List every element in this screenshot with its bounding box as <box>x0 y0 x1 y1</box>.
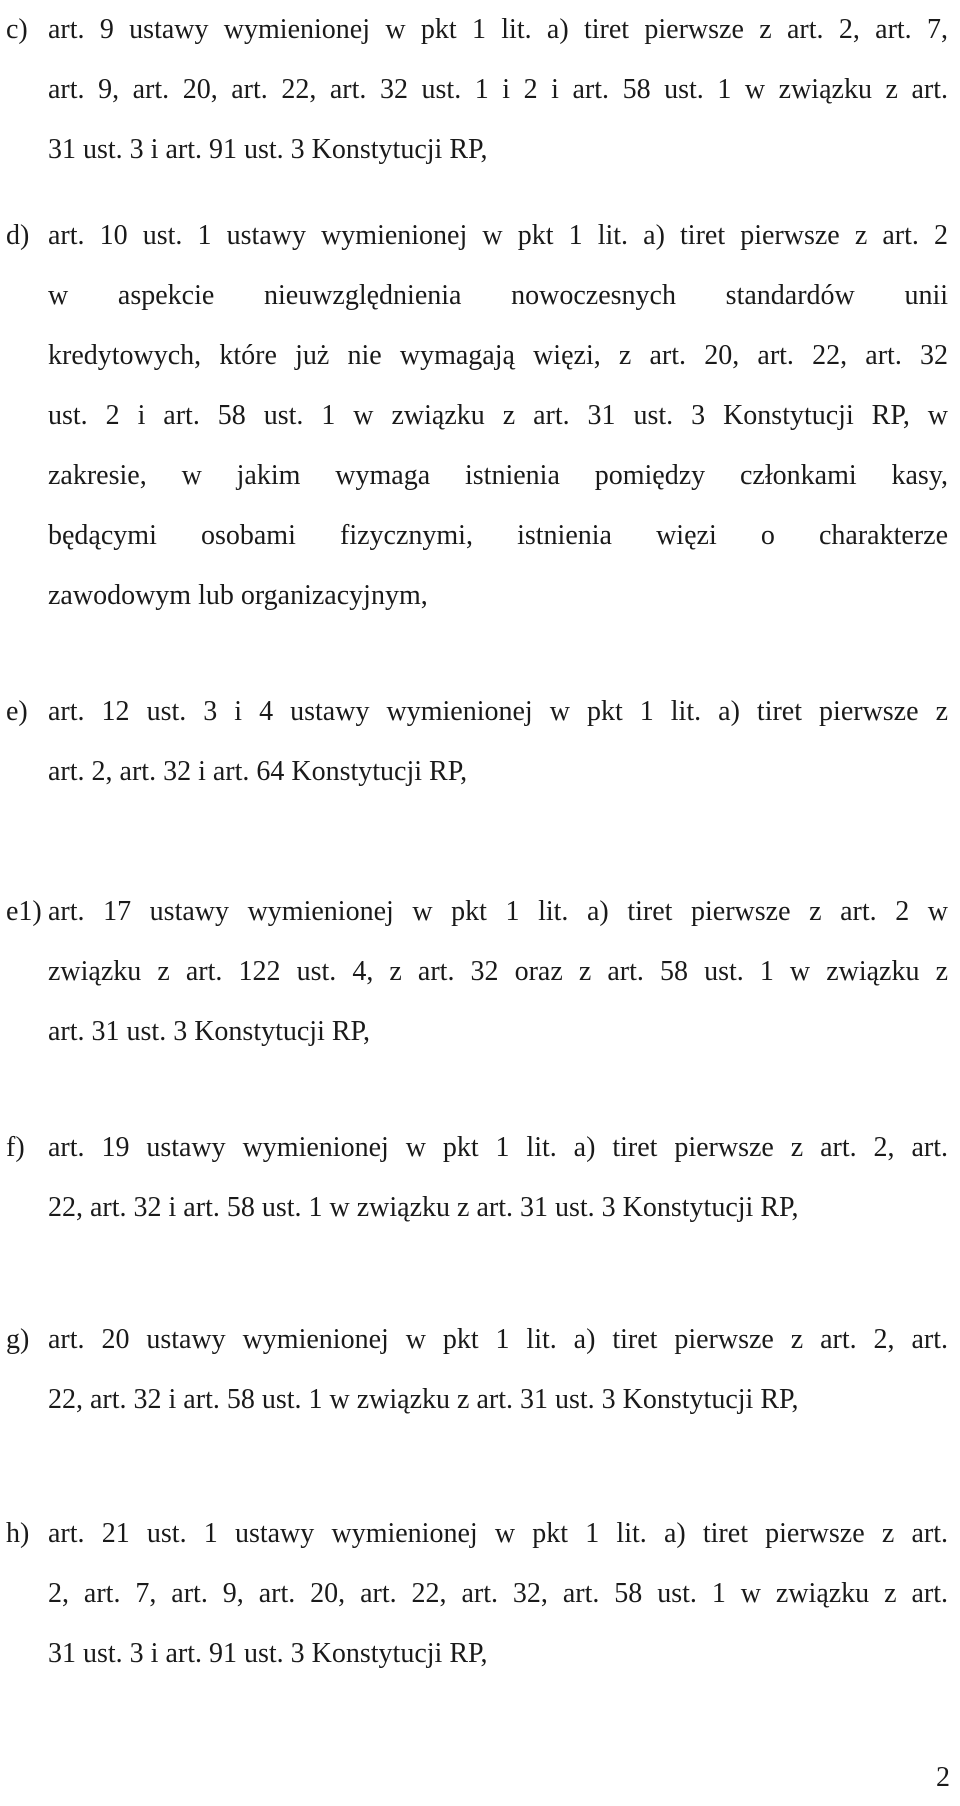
item-marker: f) <box>6 1132 25 1163</box>
item-marker: d) <box>6 220 30 251</box>
text-line: art. 21 ust. 1 ustawy wymienionej w pkt 1 lit. a) tiret pierwsze z art. <box>48 1518 948 1549</box>
text-line: zawodowym lub organizacyjnym, <box>48 580 428 611</box>
text-line: art. 9 ustawy wymienionej w pkt 1 lit. a) tiret pierwsze z art. 2, art. 7, <box>48 14 948 45</box>
item-text <box>48 1118 948 1238</box>
text-line: 22, art. 32 i art. 58 ust. 1 w związku z art. 31 ust. 3 Konstytucji RP, <box>48 1192 799 1223</box>
item-text <box>48 1504 948 1684</box>
item-marker: e1) <box>6 896 42 927</box>
text-line: 22, art. 32 i art. 58 ust. 1 w związku z art. 31 ust. 3 Konstytucji RP, <box>48 1384 799 1415</box>
text-line: art. 9, art. 20, art. 22, art. 32 ust. 1 i 2 i art. 58 ust. 1 w związku z art. <box>48 74 948 105</box>
text-line: zakresie, w jakim wymaga istnienia pomiędzy członkami kasy, <box>48 460 948 491</box>
item-marker: c) <box>6 14 28 45</box>
page-number: 2 <box>936 1762 950 1793</box>
text-line: art. 10 ust. 1 ustawy wymienionej w pkt 1 lit. a) tiret pierwsze z art. 2 <box>48 220 948 251</box>
item-text <box>48 0 948 180</box>
text-line: związku z art. 122 ust. 4, z art. 32 oraz z art. 58 ust. 1 w związku z <box>48 956 948 987</box>
item-text <box>48 1310 948 1430</box>
text-line: art. 2, art. 32 i art. 64 Konstytucji RP, <box>48 756 468 787</box>
item-marker: g) <box>6 1324 30 1355</box>
text-line: będącymi osobami fizycznymi, istnienia więzi o charakterze <box>48 520 948 551</box>
text-line: w aspekcie nieuwzględnienia nowoczesnych standardów unii <box>48 280 948 311</box>
item-marker: h) <box>6 1518 30 1549</box>
text-line: 2, art. 7, art. 9, art. 20, art. 22, art. 32, art. 58 ust. 1 w związku z art. <box>48 1578 948 1609</box>
item-text <box>48 882 948 1062</box>
text-line: 31 ust. 3 i art. 91 ust. 3 Konstytucji RP, <box>48 134 488 165</box>
item-text <box>48 206 948 626</box>
text-line: art. 12 ust. 3 i 4 ustawy wymienionej w pkt 1 lit. a) tiret pierwsze z <box>48 696 948 727</box>
text-line: art. 17 ustawy wymienionej w pkt 1 lit. a) tiret pierwsze z art. 2 w <box>48 896 948 927</box>
text-line: 31 ust. 3 i art. 91 ust. 3 Konstytucji RP, <box>48 1638 488 1669</box>
text-line: kredytowych, które już nie wymagają więzi, z art. 20, art. 22, art. 32 <box>48 340 948 371</box>
text-line: ust. 2 i art. 58 ust. 1 w związku z art. 31 ust. 3 Konstytucji RP, w <box>48 400 948 431</box>
text-line: art. 19 ustawy wymienionej w pkt 1 lit. a) tiret pierwsze z art. 2, art. <box>48 1132 948 1163</box>
item-marker: e) <box>6 696 28 727</box>
item-text <box>48 682 948 802</box>
text-line: art. 20 ustawy wymienionej w pkt 1 lit. a) tiret pierwsze z art. 2, art. <box>48 1324 948 1355</box>
text-line: art. 31 ust. 3 Konstytucji RP, <box>48 1016 371 1047</box>
